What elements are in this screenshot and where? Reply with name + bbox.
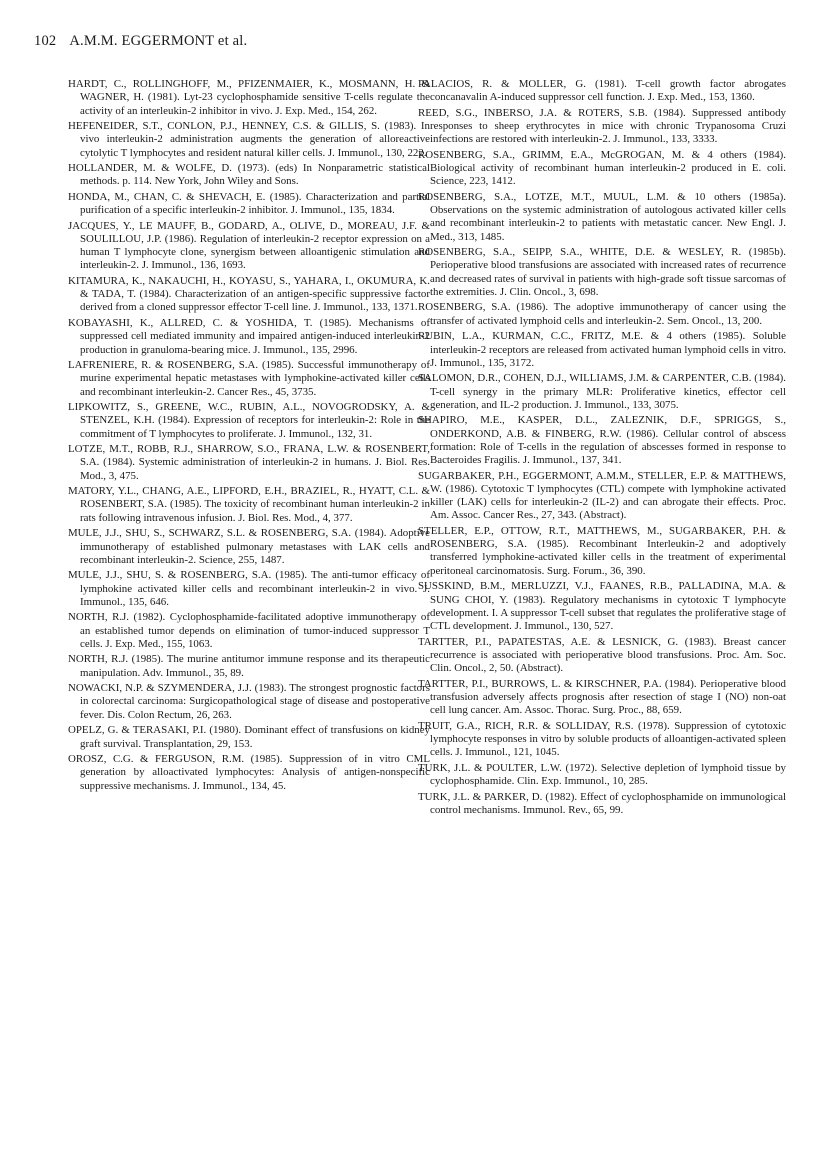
reference-item: HONDA, M., CHAN, C. & SHEVACH, E. (1985). Characterization and partial purification of a specific interleukin-2 inhibitor. J. Immunol., 135, 1834. xyxy=(68,190,430,217)
reference-item: TURK, J.L. & POULTER, L.W. (1972). Selective depletion of lymphoid tissue by cyclophosphamide. Clin. Exp. Immunol., 10, 285. xyxy=(418,761,786,787)
reference-item: SUGARBAKER, P.H., EGGERMONT, A.M.M., STELLER, E.P. & MATTHEWS, W. (1986). Cytotoxic T lymphocytes (CTL) compete with lymphokine activated killer (LAK) cells for interleukin-2 (IL-2) and can abrogate their effects. Proc. Am. Assoc. Cancer Res., 27, 343. (Abstract). xyxy=(418,469,786,522)
reference-item: TRUIT, G.A., RICH, R.R. & SOLLIDAY, R.S. (1978). Suppression of cytotoxic lymphocyte responses in vitro by soluble products of alloantigen-activated spleen cells. J. Immunol., 121, 1045. xyxy=(418,719,786,759)
reference-item: MATORY, Y.L., CHANG, A.E., LIPFORD, E.H., BRAZIEL, R., HYATT, C.L. & ROSENBERT, S.A. (1985). The toxicity of recombinant human interleukin-2 in rats following intravenous infusion. J. Biol. Res. Mod., 4, 377. xyxy=(68,485,430,524)
reference-item: ROSENBERG, S.A., SEIPP, S.A., WHITE, D.E. & WESLEY, R. (1985b). Perioperative blood transfusions are associated with increased rates of recurrence and decreased rates of survival in patients with high-grade soft tissue sarcomas of the extremities. J. Clin. Oncol., 3, 698. xyxy=(418,246,786,298)
reference-item: SALOMON, D.R., COHEN, D.J., WILLIAMS, J.M. & CARPENTER, C.B. (1984). T-cell synergy in the primary MLR: Proliferative kinetics, effector cell generation, and IL-2 production. J. Immunol., 133, 3075. xyxy=(418,372,786,411)
references-right-column xyxy=(418,78,786,819)
reference-item: TARTTER, P.I., BURROWS, L. & KIRSCHNER, P.A. (1984). Perioperative blood transfusion adversely affects prognosis after resection of stage I (NO) non-oat cell lung cancer. Am. Assoc. Thorac. Surg. Proc., 88, 659. xyxy=(418,677,786,717)
reference-item: OROSZ, C.G. & FERGUSON, R.M. (1985). Suppression of in vitro CML generation by alloactivated lymphocytes: Analysis of antigen-nonspecific suppressive mechanisms. J. Immunol., 134, 45. xyxy=(68,753,430,792)
reference-item: ROSENBERG, S.A., GRIMM, E.A., McGROGAN, M. & 4 others (1984). Biological activity of recombinant human interleukin-2 produced in E. coli. Science, 223, 1412. xyxy=(418,148,786,188)
reference-item: LOTZE, M.T., ROBB, R.J., SHARROW, S.O., FRANA, L.W. & ROSENBERT, S.A. (1984). Systemic administration of interleukin-2 in humans. J. Biol. Res. Mod., 3, 475. xyxy=(68,443,430,482)
running-header xyxy=(34,33,247,50)
reference-item: PALACIOS, R. & MOLLER, G. (1981). T-cell growth factor abrogates concanavalin A-induced suppressor cell function. J. Exp. Med., 153, 1360. xyxy=(418,78,786,104)
reference-item: SHAPIRO, M.E., KASPER, D.L., ZALEZNIK, D.F., SPRIGGS, S., ONDERKOND, A.B. & FINBERG, R.W. (1986). Cellular control of abscess formation: Role of T-cells in the regulation of abscesses formed in response to Bacteroides Fragilis. J. Immunol., 137, 341. xyxy=(418,414,786,467)
reference-item: JACQUES, Y., LE MAUFF, B., GODARD, A., OLIVE, D., MOREAU, J.F. & SOULILLOU, J.P. (1986). Regulation of interleukin-2 receptor expression on a human T lymphocyte clone, synergism between alloantigenic stimulation and interleukin-2. J. Immunol., 136, 1693. xyxy=(68,219,430,272)
reference-item: TARTTER, P.I., PAPATESTAS, A.E. & LESNICK, G. (1983). Breast cancer recurrence is associated with perioperative blood transfusions. Proc. Am. Soc. Clin. Oncol., 2, 50. (Abstract). xyxy=(418,635,786,675)
reference-item: TURK, J.L. & PARKER, D. (1982). Effect of cyclophosphamide on immunological control mechanisms. Immunol. Rev., 65, 99. xyxy=(418,790,786,816)
reference-item: NOWACKI, N.P. & SZYMENDERA, J.J. (1983). The strongest prognostic factors in colorectal carcinoma: Surgicopathological stage of disease and postoperative fever. Dis. Colon Rectum, 26, 263. xyxy=(68,682,430,721)
reference-item: KITAMURA, K., NAKAUCHI, H., KOYASU, S., YAHARA, I., OKUMURA, K. & TADA, T. (1984). Characterization of an antigen-specific suppressive factor derived from a cloned suppressor effector T-cell line. J. Immunol., 133, 1371. xyxy=(68,274,430,314)
reference-item: HARDT, C., ROLLINGHOFF, M., PFIZENMAIER, K., MOSMANN, H. & WAGNER, H. (1981). Lyt-23 cyclophosphamide sensitive T-cells regulate the activity of an interleukin-2 inhibitor in vivo. J. Exp. Med., 154, 262. xyxy=(68,78,430,117)
page-number: 102 xyxy=(34,33,57,49)
running-title: A.M.M. EGGERMONT et al. xyxy=(69,33,248,49)
reference-item: OPELZ, G. & TERASAKI, P.I. (1980). Dominant effect of transfusions on kidney graft survival. Transplantation, 29, 153. xyxy=(68,724,430,750)
reference-item: KOBAYASHI, K., ALLRED, C. & YOSHIDA, T. (1985). Mechanisms of suppressed cell mediated immunity and impaired antigen-induced interleukin-2 production in granuloma-bearing mice. J. Immunol., 135, 2996. xyxy=(68,317,430,356)
reference-item: NORTH, R.J. (1982). Cyclophosphamide-facilitated adoptive immunotherapy of an established tumor depends on elimination of tumor-induced suppressor T cells. J. Exp. Med., 155, 1063. xyxy=(68,611,430,650)
reference-item: HEFENEIDER, S.T., CONLON, P.J., HENNEY, C.S. & GILLIS, S. (1983). In vivo interleukin-2 administration augments the generation of alloreactive cytolytic T lymphocytes and resident natural killer cells. J. Immunol., 130, 222. xyxy=(68,120,430,159)
reference-item: STELLER, E.P., OTTOW, R.T., MATTHEWS, M., SUGARBAKER, P.H. & ROSENBERG, S.A. (1985). Recombinant Interleukin-2 and adoptively transferred lymphokine-activated killer cells in the treatment of experimental peritoneal carcinomatosis. Surg. Forum., 36, 390. xyxy=(418,524,786,577)
reference-item: NORTH, R.J. (1985). The murine antitumor immune response and its therapeutic manipulation. Adv. Immunol., 35, 89. xyxy=(68,653,430,679)
reference-item: SUSSKIND, B.M., MERLUZZI, V.J., FAANES, R.B., PALLADINA, M.A. & SUNG CHOI, Y. (1983). Regulatory mechanisms in cytotoxic T lymphocyte development. I. A suppressor T-cell subset that regulates the proliferative stage of CTL development. J. Immunol., 130, 527. xyxy=(418,580,786,633)
reference-item: ROSENBERG, S.A. (1986). The adoptive immunotherapy of cancer using the transfer of activated lymphoid cells and interleukin-2. Sem. Oncol., 13, 200. xyxy=(418,301,786,327)
reference-item: MULE, J.J., SHU, S., SCHWARZ, S.L. & ROSENBERG, S.A. (1984). Adoptive immunotherapy of established pulmonary metastases with LAK cells and recombinant interleukin-2. Science, 255, 1487. xyxy=(68,527,430,566)
reference-item: ROSENBERG, S.A., LOTZE, M.T., MUUL, L.M. & 10 others (1985a). Observations on the systemic administration of autologous activated killer cells and recombinant interleukin-2 to patients with metastatic cancer. New Engl. J. Med., 313, 1485. xyxy=(418,190,786,243)
references-left-column xyxy=(68,78,430,795)
reference-item: MULE, J.J., SHU, S. & ROSENBERG, S.A. (1985). The anti-tumor efficacy of lymphokine activated killer cells and recombinant interleukin-2 in vivo. J. Immunol., 135, 646. xyxy=(68,569,430,608)
reference-item: HOLLANDER, M. & WOLFE, D. (1973). (eds) In Nonparametric statistical methods. p. 114. New York, John Wiley and Sons. xyxy=(68,162,430,188)
reference-item: LAFRENIERE, R. & ROSENBERG, S.A. (1985). Successful immunotherapy of murine experimental hepatic metastases with lymphokine-activated killer cells and recombinant interleukin-2. Cancer Res., 45, 3735. xyxy=(68,359,430,398)
reference-item: REED, S.G., INBERSO, J.A. & ROTERS, S.B. (1984). Suppressed antibody responses to sheep erythrocytes in mice with chronic Trypanosoma Cruzi infections are restored with interleukin-2. J. Immunol., 133, 3333. xyxy=(418,106,786,146)
reference-item: LIPKOWITZ, S., GREENE, W.C., RUBIN, A.L., NOVOGRODSKY, A. & STENZEL, K.H. (1984). Expression of receptors for interleukin-2: Role in the commitment of T lymphocytes to proliferate. J. Immunol., 132, 31. xyxy=(68,401,430,440)
reference-item: RUBIN, L.A., KURMAN, C.C., FRITZ, M.E. & 4 others (1985). Soluble interleukin-2 receptors are released from activated human lymphoid cells in vitro. J. Immunol., 135, 3172. xyxy=(418,330,786,369)
